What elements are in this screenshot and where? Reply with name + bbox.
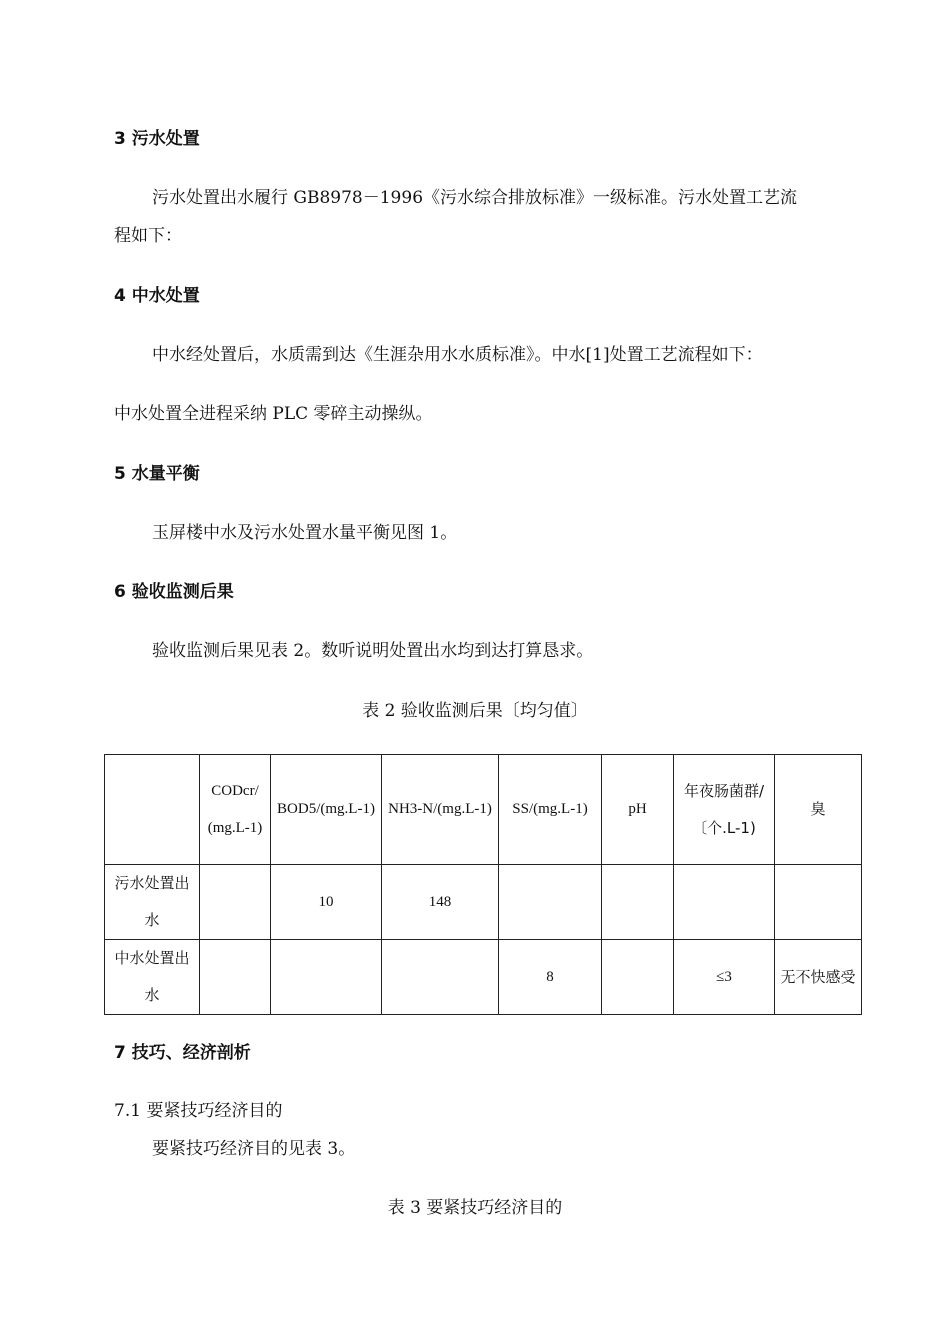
table-cell [271, 940, 382, 1015]
table-cell [200, 865, 271, 940]
table-header-cell: 年夜肠菌群/〔个.L-1) [674, 755, 775, 865]
section-5-heading: 5 水量平衡 [114, 464, 200, 484]
table-header-cell: NH3-N/(mg.L-1) [382, 755, 499, 865]
section-3-paragraph-line2: 程如下： [114, 226, 182, 246]
section-7-paragraph: 要紧技巧经济目的见表 3。 [152, 1139, 356, 1159]
table-header-cell: CODcr/(mg.L-1) [200, 755, 271, 865]
table-cell: 10 [271, 865, 382, 940]
table-header-cell: BOD5/(mg.L-1) [271, 755, 382, 865]
table-3-caption: 表 3 要紧技巧经济目的 [387, 1198, 563, 1218]
table-row [105, 865, 862, 940]
section-4-paragraph-1: 中水经处置后，水质需到达《生涯杂用水水质标准》。中水[1]处置工艺流程如下： [152, 345, 763, 365]
section-6-heading: 6 验收监测后果 [114, 582, 234, 602]
section-6-paragraph: 验收监测后果见表 2。数听说明处置出水均到达打算恳求。 [152, 641, 594, 661]
table-cell [602, 865, 674, 940]
section-4-heading: 4 中水处置 [114, 286, 200, 306]
table-2-caption: 表 2 验收监测后果〔均匀值〕 [362, 701, 588, 721]
section-3-heading: 3 污水处置 [114, 129, 200, 149]
section-3-paragraph-line1: 污水处置出水履行 GB8978－1996《污水综合排放标准》一级标准。污水处置工艺流 [152, 188, 798, 208]
row-label: 污水处置出水 [105, 865, 200, 940]
section-7-1-subheading: 7.1 要紧技巧经济目的 [114, 1101, 283, 1121]
table-2 [104, 754, 862, 1015]
table-header-cell: SS/(mg.L-1) [499, 755, 602, 865]
table-cell: ≤3 [674, 940, 775, 1015]
section-5-paragraph: 玉屏楼中水及污水处置水量平衡见图 1。 [152, 523, 458, 543]
table-cell: 无不快感受 [775, 940, 862, 1015]
table-header-cell: pH [602, 755, 674, 865]
table-cell: 8 [499, 940, 602, 1015]
table-cell [602, 940, 674, 1015]
table-cell [775, 865, 862, 940]
table-row [105, 940, 862, 1015]
table-cell [674, 865, 775, 940]
section-4-paragraph-2: 中水处置全进程采纳 PLC 零碎主动操纵。 [114, 404, 433, 424]
table-header-cell [105, 755, 200, 865]
table-cell: 148 [382, 865, 499, 940]
table-header-cell: 臭 [775, 755, 862, 865]
table-cell [382, 940, 499, 1015]
row-label: 中水处置出水 [105, 940, 200, 1015]
table-header-row [105, 755, 862, 865]
section-7-heading: 7 技巧、经济剖析 [114, 1043, 251, 1063]
table-cell [499, 865, 602, 940]
table-cell [200, 940, 271, 1015]
